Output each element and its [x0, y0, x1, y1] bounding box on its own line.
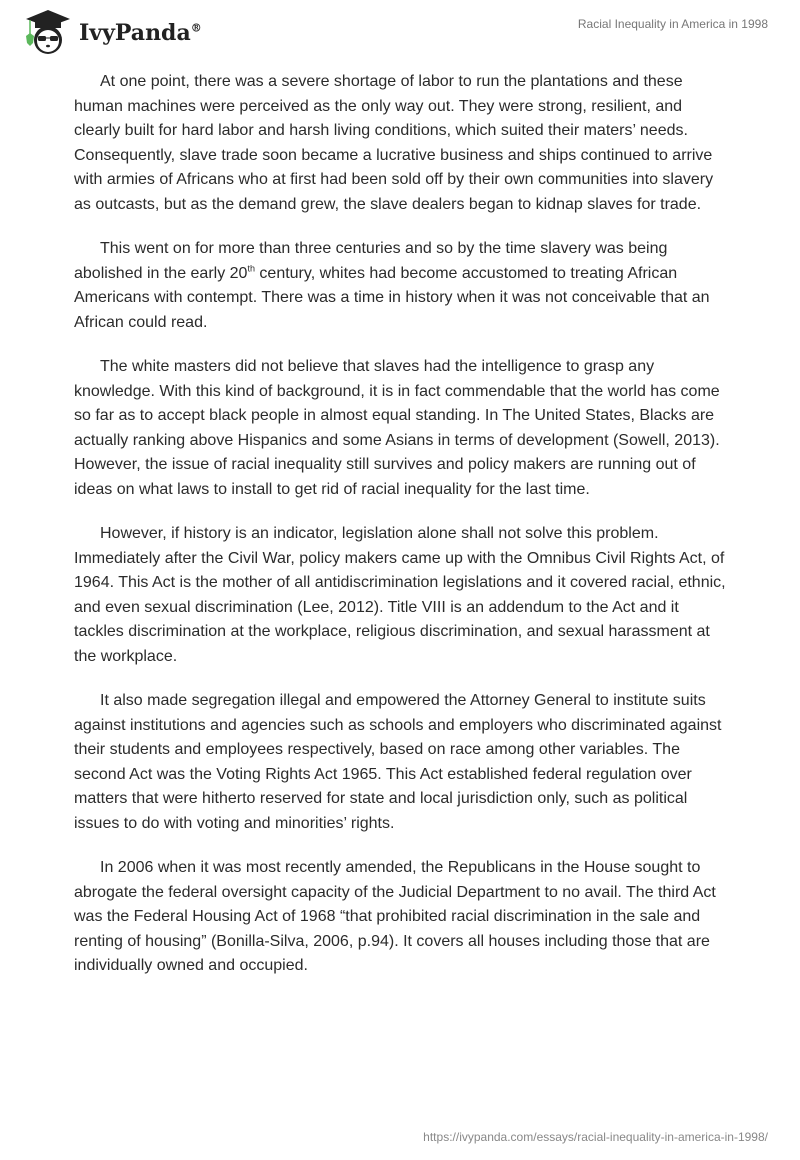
paragraph: The white masters did not believe that slaves had the intelligence to grasp any knowledge. With this kind of background, it is in fact commendable that the world has come so far as to accept black people in almost equal standing. In The United States, Blacks are actually ranking above Hispanics and some Asians in terms of development (Sowell, 2013). However, the issue of racial inequality still survives and policy makers are running out of ideas on what laws to install to get rid of racial inequality for the last time.	[74, 358, 720, 498]
paragraph: This went on for more than three centuries and so by the time slavery was being abolished in the early 20th century, whites had become accustomed to treating African Americans with contempt. There was a time in history when it was not conceivable that an African could read.	[74, 240, 710, 331]
ivypanda-logo[interactable]	[18, 6, 202, 56]
essay-body	[74, 70, 728, 999]
paragraph: However, if history is an indicator, legislation alone shall not solve this problem. Immediately after the Civil War, policy makers came up with the Omnibus Civil Rights Act, of 1964. This Act is the mother of all antidiscrimination legislations and it covered racial, ethnic, and even sexual discrimination (Lee, 2012). Title VIII is an addendum to the Act and it tackles discrimination at the workplace, religious discrimination, and sexual harassment at the workplace.	[74, 525, 726, 665]
panda-graduate-icon	[18, 6, 74, 56]
paragraph: In 2006 when it was most recently amended, the Republicans in the House sought to abrogate the federal oversight capacity of the Judicial Department to no avail. The third Act was the Federal Housing Act of 1968 “that prohibited racial discrimination in the sale and renting of housing” (Bonilla-Silva, 2006, p.94). It covers all houses including those that are individually owned and occupied.	[74, 859, 716, 974]
logo-text: IvyPanda®	[79, 20, 202, 46]
document-title: Racial Inequality in America in 1998	[577, 17, 768, 31]
paragraph: It also made segregation illegal and empowered the Attorney General to institute suits against institutions and agencies such as schools and employers who discriminated against their students and employees respectively, based on race among other variables. The second Act was the Voting Rights Act 1965. This Act established federal regulation over matters that were hitherto reserved for state and local jurisdiction only, such as political issues to do with voting and minorities’ rights.	[74, 692, 722, 832]
source-url[interactable]: https://ivypanda.com/essays/racial-inequality-in-america-in-1998/	[423, 1130, 768, 1144]
paragraph: At one point, there was a severe shortage of labor to run the plantations and these human machines were perceived as the only way out. They were strong, resilient, and clearly built for hard labor and harsh living conditions, which suited their maters’ needs. Consequently, slave trade soon became a lucrative business and ships continued to arrive with armies of Africans who at first had been sold off by their own communities into slavery as outcasts, but as the demand grew, the slave dealers began to kidnap slaves for trade.	[74, 73, 714, 213]
